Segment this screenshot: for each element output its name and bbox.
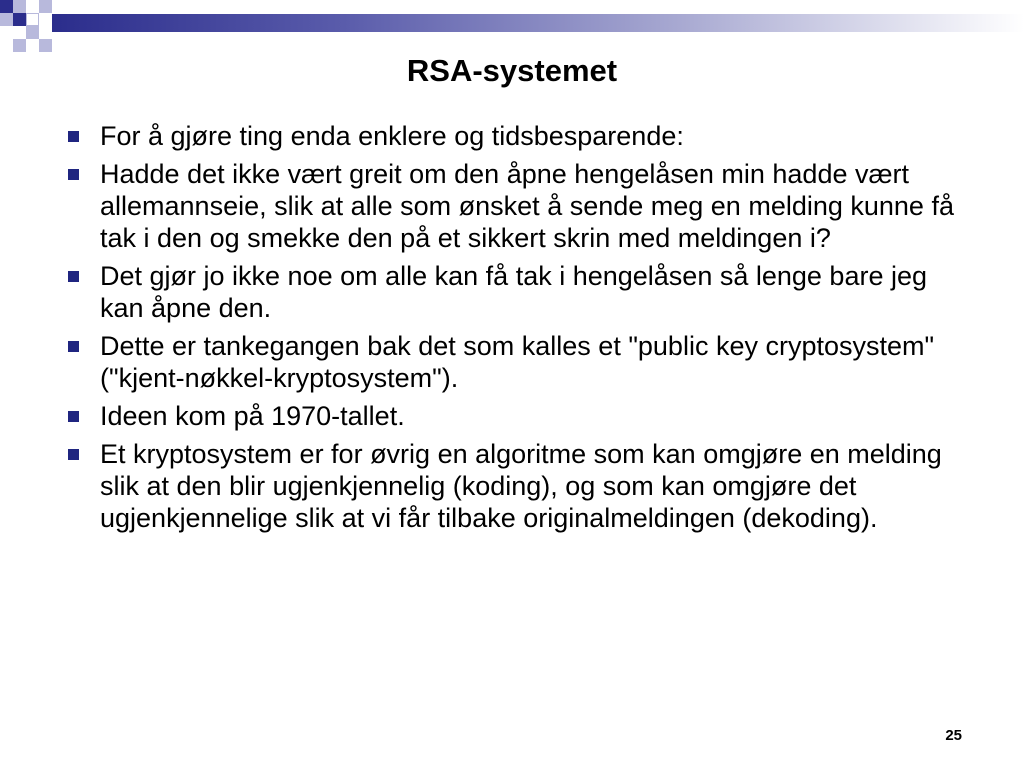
square-bullet-icon <box>68 271 79 282</box>
bullet-text: For å gjøre ting enda enklere og tidsbesparende: <box>100 121 684 151</box>
square-bullet-icon <box>68 449 79 460</box>
bullet-text: Det gjør jo ikke noe om alle kan få tak i hengelåsen så lenge bare jeg kan åpne den. <box>100 261 927 323</box>
bullet-item <box>66 438 966 534</box>
decor-square <box>13 13 26 26</box>
bullet-item <box>66 120 966 152</box>
bullet-text: Et kryptosystem er for øvrig en algoritme som kan omgjøre en melding slik at den blir ugjenkjennelig (koding), og som kan omgjøre det ugjenkjennelige slik at vi får tilbake originalmeldingen (dekoding). <box>100 439 942 533</box>
bullet-text: Ideen kom på 1970-tallet. <box>100 401 405 431</box>
decor-square <box>26 13 39 26</box>
decor-square <box>13 39 26 52</box>
slide-title: RSA-systemet <box>406 53 618 88</box>
decor-square <box>39 0 52 13</box>
square-bullet-icon <box>68 131 79 142</box>
header-gradient-bar <box>52 14 1024 32</box>
decor-square <box>0 0 13 13</box>
bullet-item <box>66 330 966 394</box>
decor-square <box>13 0 26 13</box>
decor-square <box>26 26 39 39</box>
bullet-text: Dette er tankegangen bak det som kalles et "public key cryptosystem" ("kjent-nøkkel-kryptosystem"). <box>100 331 935 393</box>
bullet-item <box>66 158 966 254</box>
decor-square <box>39 39 52 52</box>
decor-square <box>0 13 13 26</box>
bullet-item <box>66 400 966 432</box>
bullet-list <box>66 120 966 540</box>
bullet-text: Hadde det ikke vært greit om den åpne hengelåsen min hadde vært allemannseie, slik at alle som ønsket å sende meg en melding kunne få tak i den og smekke den på et sikkert skrin med meldingen i? <box>100 159 954 253</box>
square-bullet-icon <box>68 169 79 180</box>
square-bullet-icon <box>68 341 79 352</box>
bullet-item <box>66 260 966 324</box>
page-number: 25 <box>945 727 962 744</box>
square-bullet-icon <box>68 411 79 422</box>
